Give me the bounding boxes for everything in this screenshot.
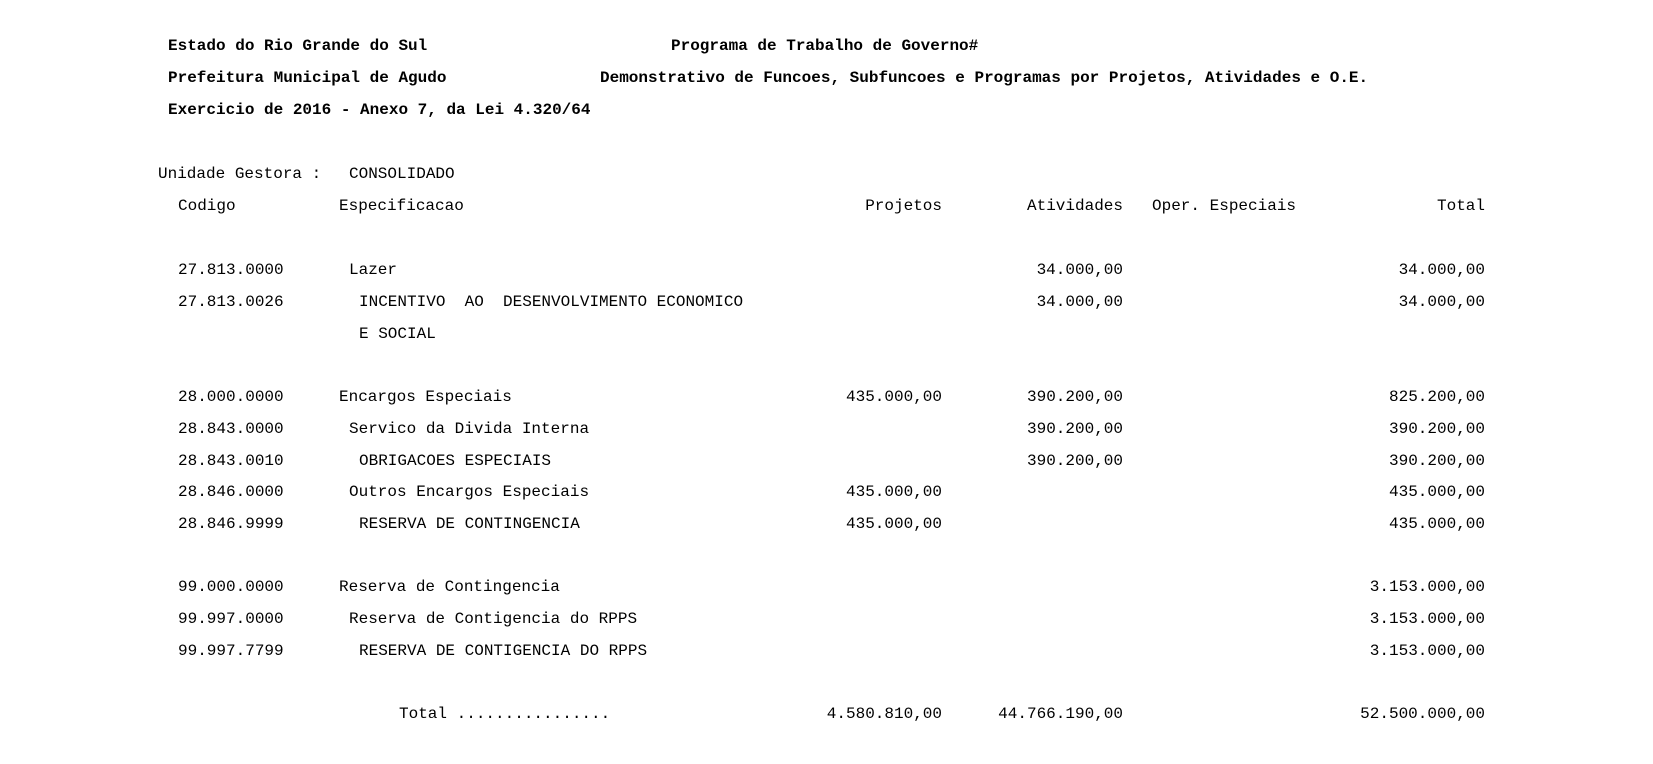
row-total: 390.200,00: [1388, 420, 1485, 438]
row-spec: OBRIGACOES ESPECIAIS: [359, 452, 552, 470]
row-spec-continuation: E SOCIAL: [359, 325, 436, 343]
row-total: 3.153.000,00: [1369, 642, 1485, 660]
report-title: Demonstrativo de Funcoes, Subfuncoes e Programas por Projetos, Atividades e O.E.: [600, 69, 1369, 87]
row-total: 390.200,00: [1388, 452, 1485, 470]
municipality-name: Prefeitura Municipal de Agudo: [168, 69, 447, 87]
row-spec: RESERVA DE CONTIGENCIA DO RPPS: [359, 642, 648, 660]
unit-label: Unidade Gestora :: [158, 165, 322, 183]
row-total: 3.153.000,00: [1369, 610, 1485, 628]
row-code: 28.000.0000: [178, 388, 284, 406]
row-total: 435.000,00: [1388, 515, 1485, 533]
row-activities: 34.000,00: [1036, 261, 1123, 279]
state-name: Estado do Rio Grande do Sul: [168, 37, 428, 55]
row-total: 34.000,00: [1398, 261, 1485, 279]
row-spec: Lazer: [349, 261, 398, 279]
row-activities: 390.200,00: [1026, 388, 1123, 406]
row-spec: Reserva de Contigencia do RPPS: [349, 610, 638, 628]
row-total: 3.153.000,00: [1369, 578, 1485, 596]
row-activities: 390.200,00: [1026, 420, 1123, 438]
row-code: 99.997.0000: [178, 610, 284, 628]
row-code: 99.000.0000: [178, 578, 284, 596]
column-header-projects: Projetos: [865, 197, 942, 215]
row-spec: Encargos Especiais: [339, 388, 512, 406]
row-total: 435.000,00: [1388, 483, 1485, 501]
row-spec: Servico da Divida Interna: [349, 420, 590, 438]
grand-total-label: Total ................: [399, 705, 611, 723]
row-total: 34.000,00: [1398, 293, 1485, 311]
row-code: 28.846.9999: [178, 515, 284, 533]
column-header-activities: Atividades: [1026, 197, 1123, 215]
row-spec: RESERVA DE CONTINGENCIA: [359, 515, 580, 533]
column-header-special-ops: Oper. Especiais: [1152, 197, 1297, 215]
row-code: 27.813.0026: [178, 293, 284, 311]
row-projects: 435.000,00: [845, 515, 942, 533]
row-activities: 34.000,00: [1036, 293, 1123, 311]
grand-total-total: 52.500.000,00: [1360, 705, 1485, 723]
row-total: 825.200,00: [1388, 388, 1485, 406]
row-code: 28.843.0000: [178, 420, 284, 438]
grand-total-projects: 4.580.810,00: [826, 705, 942, 723]
column-header-total: Total: [1436, 197, 1485, 215]
unit-value: CONSOLIDADO: [349, 165, 455, 183]
row-activities: 390.200,00: [1026, 452, 1123, 470]
row-code: 28.843.0010: [178, 452, 284, 470]
row-spec: INCENTIVO AO DESENVOLVIMENTO ECONOMICO: [359, 293, 744, 311]
program-title: Programa de Trabalho de Governo#: [671, 37, 979, 55]
row-code: 99.997.7799: [178, 642, 284, 660]
row-spec: Outros Encargos Especiais: [349, 483, 590, 501]
row-projects: 435.000,00: [845, 483, 942, 501]
row-code: 28.846.0000: [178, 483, 284, 501]
row-code: 27.813.0000: [178, 261, 284, 279]
row-projects: 435.000,00: [845, 388, 942, 406]
column-header-spec: Especificacao: [339, 197, 464, 215]
row-spec: Reserva de Contingencia: [339, 578, 560, 596]
column-header-code: Codigo: [178, 197, 236, 215]
exercise-line: Exercicio de 2016 - Anexo 7, da Lei 4.320/64: [168, 101, 591, 119]
grand-total-activities: 44.766.190,00: [998, 705, 1123, 723]
